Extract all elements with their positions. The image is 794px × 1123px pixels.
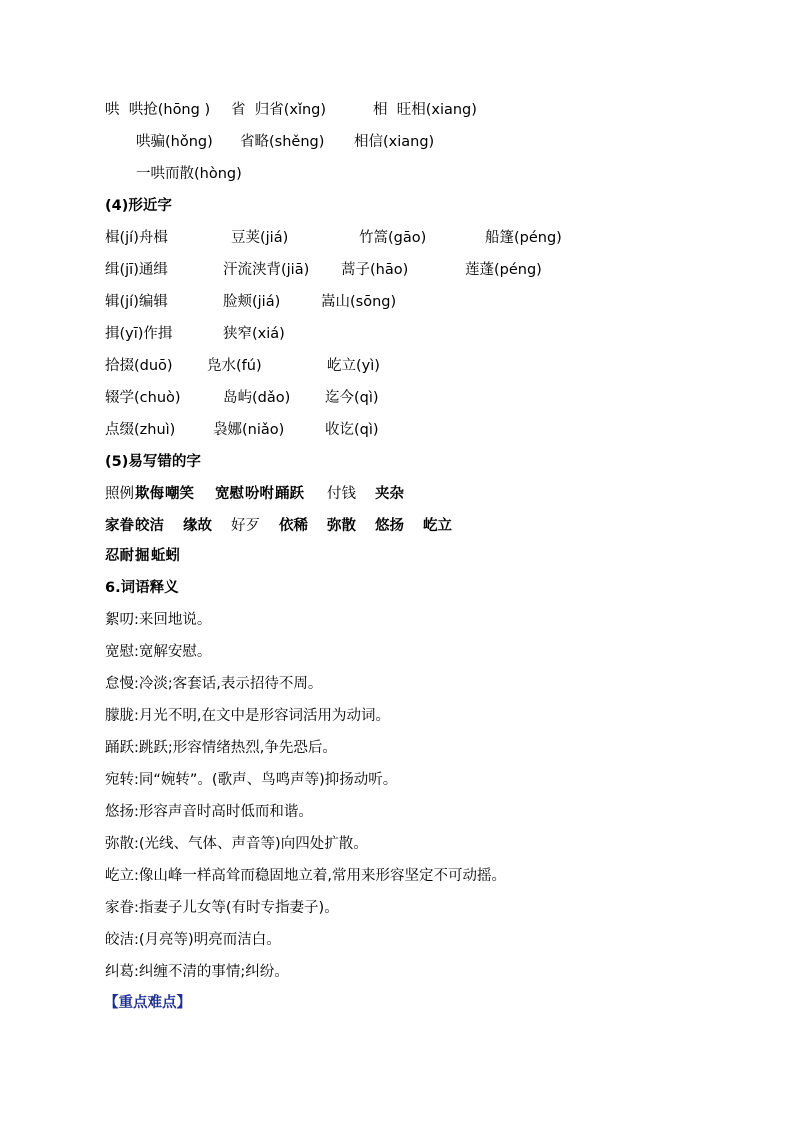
section-heading-xingjin: (4)形近字: [105, 198, 172, 214]
yixie-word: 照例: [105, 486, 134, 502]
yixie-word: 蚯蚓: [151, 548, 180, 564]
polyphone-hong-1: 哄 哄抢(hōng ): [105, 102, 211, 118]
definition-item: 纠葛:纠缠不清的事情;纠纷。: [105, 964, 289, 980]
section-heading-ciyu: 6.词语释义: [105, 580, 179, 596]
yixie-word: 皎洁: [135, 518, 164, 534]
xingjin-item: 豆荚(jiá): [231, 230, 289, 246]
xingjin-item: 楫(jí)舟楫: [105, 230, 168, 246]
xingjin-item: 迄今(qì): [325, 390, 379, 406]
yixie-word: 宽慰: [215, 486, 244, 502]
definition-item: 朦胧:月光不明,在文中是形容词活用为动词。: [105, 708, 390, 724]
definition-item: 悠扬:形容声音时高时低而和谐。: [105, 804, 313, 820]
yixie-word: 缘故: [183, 518, 212, 534]
definition-item: 宛转:同“婉转”。(歌声、鸟鸣声等)抑扬动听。: [105, 772, 398, 788]
yixie-word: 付钱: [327, 486, 356, 502]
polyphone-hong-3: 一哄而散(hòng): [136, 166, 242, 182]
xingjin-item: 嵩山(sōng): [321, 294, 397, 310]
definition-item: 怠慢:冷淡;客套话,表示招待不周。: [105, 676, 323, 692]
xingjin-item: 辍学(chuò): [105, 390, 181, 406]
xingjin-item: 脸颊(jiá): [223, 294, 281, 310]
xingjin-item: 点缀(zhuì): [105, 422, 176, 438]
yixie-word: 弥散: [327, 518, 356, 534]
polyphone-xiang-2: 相信(xiang): [354, 134, 435, 150]
xingjin-item: 袅娜(niǎo): [213, 422, 285, 438]
yixie-word: 家眷: [105, 518, 134, 534]
xingjin-item: 岛屿(dǎo): [223, 390, 291, 406]
yixie-word: 嘲笑: [165, 486, 194, 502]
definition-item: 皎洁:(月亮等)明亮而洁白。: [105, 932, 281, 948]
yixie-word: 依稀: [279, 518, 308, 534]
xingjin-item: 缉(jī)通缉: [105, 262, 168, 278]
yixie-word: 忍耐: [105, 548, 134, 564]
polyphone-xing-1: 省 归省(xǐng): [231, 102, 327, 118]
definition-item: 屹立:像山峰一样高耸而稳固地立着,常用来形容坚定不可动摇。: [105, 868, 506, 884]
yixie-word: 吩咐: [245, 486, 274, 502]
polyphone-hong-2: 哄骗(hǒng): [136, 134, 213, 150]
yixie-word: 踊跃: [275, 486, 304, 502]
definition-item: 弥散:(光线、气体、声音等)向四处扩散。: [105, 836, 368, 852]
definition-item: 踊跃:跳跃;形容情绪热烈,争先恐后。: [105, 740, 337, 756]
definition-item: 宽慰:宽解安慰。: [105, 644, 212, 660]
yixie-word: 屹立: [423, 518, 452, 534]
polyphone-xing-2: 省略(shěng): [240, 134, 325, 150]
yixie-word: 悠扬: [375, 518, 404, 534]
definition-item: 絮叨:来回地说。: [105, 612, 212, 628]
xingjin-item: 揖(yī)作揖: [105, 326, 173, 342]
xingjin-item: 屹立(yì): [327, 358, 380, 374]
xingjin-item: 船篷(péng): [485, 230, 562, 246]
xingjin-item: 汗流浃背(jiā): [223, 262, 310, 278]
yixie-word: 欺侮: [135, 486, 164, 502]
xingjin-item: 拾掇(duō): [105, 358, 173, 374]
xingjin-item: 莲蓬(péng): [465, 262, 542, 278]
xingjin-item: 狭窄(xiá): [223, 326, 285, 342]
yixie-word: 夹杂: [375, 486, 404, 502]
xingjin-item: 蒿子(hāo): [341, 262, 409, 278]
xingjin-item: 凫水(fú): [207, 358, 262, 374]
xingjin-item: 辑(jí)编辑: [105, 294, 168, 310]
definition-item: 家眷:指妻子儿女等(有时专指妻子)。: [105, 900, 339, 916]
yixie-word: 掘: [135, 548, 150, 564]
xingjin-item: 竹篙(gāo): [359, 230, 427, 246]
xingjin-item: 收讫(qì): [325, 422, 379, 438]
section-heading-zhongdian: 【重点难点】: [104, 995, 191, 1011]
yixie-word: 好歹: [231, 518, 260, 534]
polyphone-xiang-1: 相 旺相(xiang): [373, 102, 477, 118]
section-heading-yixie: (5)易写错的字: [105, 454, 201, 470]
